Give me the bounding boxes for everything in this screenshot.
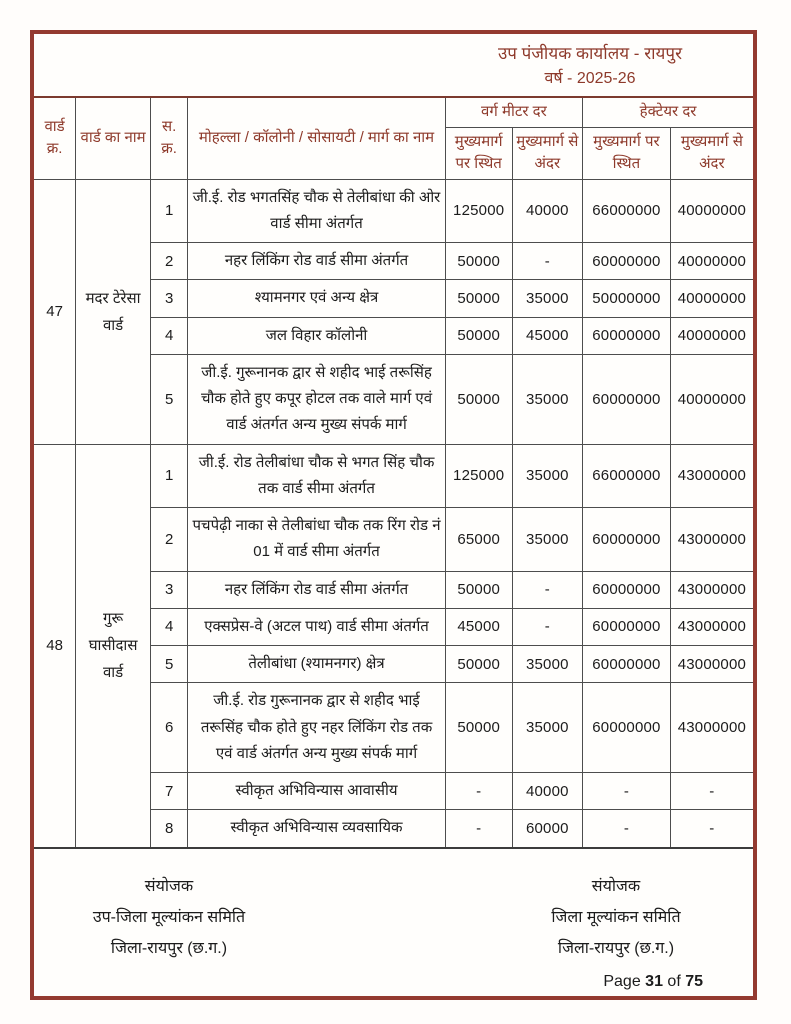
hectare-rate-main-road-cell: 60000000 — [583, 243, 671, 280]
locality-cell: नहर लिंकिंग रोड वार्ड सीमा अंतर्गत — [188, 571, 445, 608]
document-header — [445, 42, 735, 92]
hectare-rate-main-road-cell: 60000000 — [583, 683, 671, 773]
serial-number-cell: 5 — [150, 354, 187, 444]
serial-number-cell: 3 — [150, 280, 187, 317]
sqm-rate-main-road-cell: 50000 — [445, 243, 512, 280]
sqm-rate-main-road-cell: 125000 — [445, 179, 512, 243]
hectare-rate-inside-cell: 43000000 — [670, 444, 753, 508]
serial-number-cell: 5 — [150, 646, 187, 683]
sqm-rate-inside-cell: 40000 — [512, 179, 582, 243]
sqm-rate-inside-cell: 35000 — [512, 354, 582, 444]
serial-number-cell: 7 — [150, 773, 187, 810]
sqm-rate-main-road-cell: 50000 — [445, 280, 512, 317]
hectare-rate-inside-cell: 43000000 — [670, 683, 753, 773]
rates-table — [34, 96, 753, 849]
sqm-rate-inside-cell: 35000 — [512, 444, 582, 508]
left-signatory-title: संयोजक — [144, 877, 194, 895]
sqm-rate-inside-cell: 45000 — [512, 317, 582, 354]
serial-number-cell: 4 — [150, 317, 187, 354]
sqm-rate-main-road-cell: 65000 — [445, 508, 512, 572]
office-title: उप पंजीयक कार्यालय - रायपुर — [497, 44, 683, 63]
hectare-rate-inside-cell: 40000000 — [670, 354, 753, 444]
serial-number-cell: 1 — [150, 444, 187, 508]
locality-cell: स्वीकृत अभिविन्यास व्यवसायिक — [188, 810, 445, 848]
header-sqm-rate-group: वर्ग मीटर दर — [445, 97, 582, 127]
left-signatory-committee: उप-जिला मूल्यांकन समिति — [92, 908, 246, 926]
hectare-rate-main-road-cell: - — [583, 810, 671, 848]
serial-number-cell: 2 — [150, 508, 187, 572]
sqm-rate-main-road-cell: 50000 — [445, 317, 512, 354]
sqm-rate-inside-cell: 35000 — [512, 508, 582, 572]
serial-number-cell: 2 — [150, 243, 187, 280]
ward-name-cell: गुरू घासीदास वार्ड — [76, 444, 151, 848]
page-number — [603, 973, 703, 991]
right-signatory-district: जिला-रायपुर (छ.ग.) — [557, 939, 675, 957]
serial-number-cell: 4 — [150, 608, 187, 645]
hectare-rate-main-road-cell: 66000000 — [583, 179, 671, 243]
locality-cell: श्यामनगर एवं अन्य क्षेत्र — [188, 280, 445, 317]
header-locality: मोहल्ला / कॉलोनी / सोसायटी / मार्ग का नाम — [188, 97, 445, 179]
hectare-rate-main-road-cell: 60000000 — [583, 508, 671, 572]
header-ward-no: वार्ड क्र. — [34, 97, 76, 179]
header-ward-name: वार्ड का नाम — [76, 97, 151, 179]
serial-number-cell: 6 — [150, 683, 187, 773]
sqm-rate-main-road-cell: 50000 — [445, 354, 512, 444]
sqm-rate-inside-cell: - — [512, 608, 582, 645]
page-of: of — [662, 973, 686, 990]
locality-cell: जल विहार कॉलोनी — [188, 317, 445, 354]
hectare-rate-main-road-cell: 60000000 — [583, 317, 671, 354]
sqm-rate-inside-cell: 35000 — [512, 683, 582, 773]
sqm-rate-inside-cell: 35000 — [512, 646, 582, 683]
sqm-rate-main-road-cell: 125000 — [445, 444, 512, 508]
hectare-rate-main-road-cell: 60000000 — [583, 354, 671, 444]
locality-cell: एक्सप्रेस-वे (अटल पाथ) वार्ड सीमा अंतर्गत — [188, 608, 445, 645]
right-signatory-committee: जिला मूल्यांकन समिति — [551, 908, 681, 926]
table-row — [34, 444, 753, 508]
serial-number-cell: 3 — [150, 571, 187, 608]
locality-cell: जी.ई. रोड गुरूनानक द्वार से शहीद भाई तरूसिंह चौक होते हुए नहर लिंकिंग रोड तक एवं वार्ड अंतर्गत अन्य मुख्य संपर्क मार्ग — [188, 683, 445, 773]
right-signatory-title: संयोजक — [591, 877, 641, 895]
sqm-rate-main-road-cell: - — [445, 773, 512, 810]
hectare-rate-inside-cell: 43000000 — [670, 608, 753, 645]
hectare-rate-inside-cell: 43000000 — [670, 646, 753, 683]
sqm-rate-main-road-cell: - — [445, 810, 512, 848]
hectare-rate-inside-cell: 40000000 — [670, 179, 753, 243]
header-serial-no: स. क्र. — [150, 97, 187, 179]
hectare-rate-main-road-cell: - — [583, 773, 671, 810]
sqm-rate-main-road-cell: 50000 — [445, 683, 512, 773]
hectare-rate-main-road-cell: 60000000 — [583, 571, 671, 608]
year-line: वर्ष - 2025-26 — [544, 69, 636, 87]
table-body — [34, 179, 753, 848]
hectare-rate-inside-cell: 43000000 — [670, 508, 753, 572]
table-row — [34, 179, 753, 243]
hectare-rate-inside-cell: - — [670, 810, 753, 848]
serial-number-cell: 1 — [150, 179, 187, 243]
locality-cell: स्वीकृत अभिविन्यास आवासीय — [188, 773, 445, 810]
hectare-rate-inside-cell: - — [670, 773, 753, 810]
sqm-rate-inside-cell: - — [512, 571, 582, 608]
header-sqm-inside: मुख्यमार्ग से अंदर — [512, 127, 582, 179]
table-header — [34, 97, 753, 179]
page-border-frame — [30, 30, 757, 1000]
locality-cell: जी.ई. रोड तेलीबांधा चौक से भगत सिंह चौक तक वार्ड सीमा अंतर्गत — [188, 444, 445, 508]
footer-right-signatory — [491, 871, 741, 965]
sqm-rate-inside-cell: 40000 — [512, 773, 582, 810]
sqm-rate-inside-cell: 60000 — [512, 810, 582, 848]
signature-footer — [34, 849, 753, 965]
ward-name-cell: मदर टेरेसा वार्ड — [76, 179, 151, 444]
page-prefix: Page — [603, 973, 646, 990]
header-sqm-on-main-road: मुख्यमार्ग पर स्थित — [445, 127, 512, 179]
hectare-rate-main-road-cell: 60000000 — [583, 608, 671, 645]
hectare-rate-inside-cell: 40000000 — [670, 317, 753, 354]
page-total: 75 — [685, 973, 703, 990]
footer-left-signatory — [44, 871, 294, 965]
locality-cell: तेलीबांधा (श्यामनगर) क्षेत्र — [188, 646, 445, 683]
locality-cell: पचपेढ़ी नाका से तेलीबांधा चौक तक रिंग रोड नं 01 में वार्ड सीमा अंतर्गत — [188, 508, 445, 572]
serial-number-cell: 8 — [150, 810, 187, 848]
hectare-rate-main-road-cell: 66000000 — [583, 444, 671, 508]
sqm-rate-main-road-cell: 50000 — [445, 646, 512, 683]
hectare-rate-main-road-cell: 60000000 — [583, 646, 671, 683]
hectare-rate-inside-cell: 40000000 — [670, 243, 753, 280]
hectare-rate-inside-cell: 43000000 — [670, 571, 753, 608]
sqm-rate-inside-cell: 35000 — [512, 280, 582, 317]
ward-number-cell: 48 — [34, 444, 76, 848]
hectare-rate-inside-cell: 40000000 — [670, 280, 753, 317]
sqm-rate-main-road-cell: 50000 — [445, 571, 512, 608]
hectare-rate-main-road-cell: 50000000 — [583, 280, 671, 317]
locality-cell: जी.ई. रोड भगतसिंह चौक से तेलीबांधा की ओर वार्ड सीमा अंतर्गत — [188, 179, 445, 243]
ward-number-cell: 47 — [34, 179, 76, 444]
page-current: 31 — [645, 973, 663, 990]
locality-cell: नहर लिंकिंग रोड वार्ड सीमा अंतर्गत — [188, 243, 445, 280]
sqm-rate-inside-cell: - — [512, 243, 582, 280]
left-signatory-district: जिला-रायपुर (छ.ग.) — [110, 939, 228, 957]
header-hectare-rate-group: हेक्टेयर दर — [583, 97, 753, 127]
header-hectare-on-main-road: मुख्यमार्ग पर स्थित — [583, 127, 671, 179]
sqm-rate-main-road-cell: 45000 — [445, 608, 512, 645]
locality-cell: जी.ई. गुरूनानक द्वार से शहीद भाई तरूसिंह चौक होते हुए कपूर होटल तक वाले मार्ग एवं वार्ड अंतर्गत अन्य मुख्य संपर्क मार्ग — [188, 354, 445, 444]
header-hectare-inside: मुख्यमार्ग से अंदर — [670, 127, 753, 179]
